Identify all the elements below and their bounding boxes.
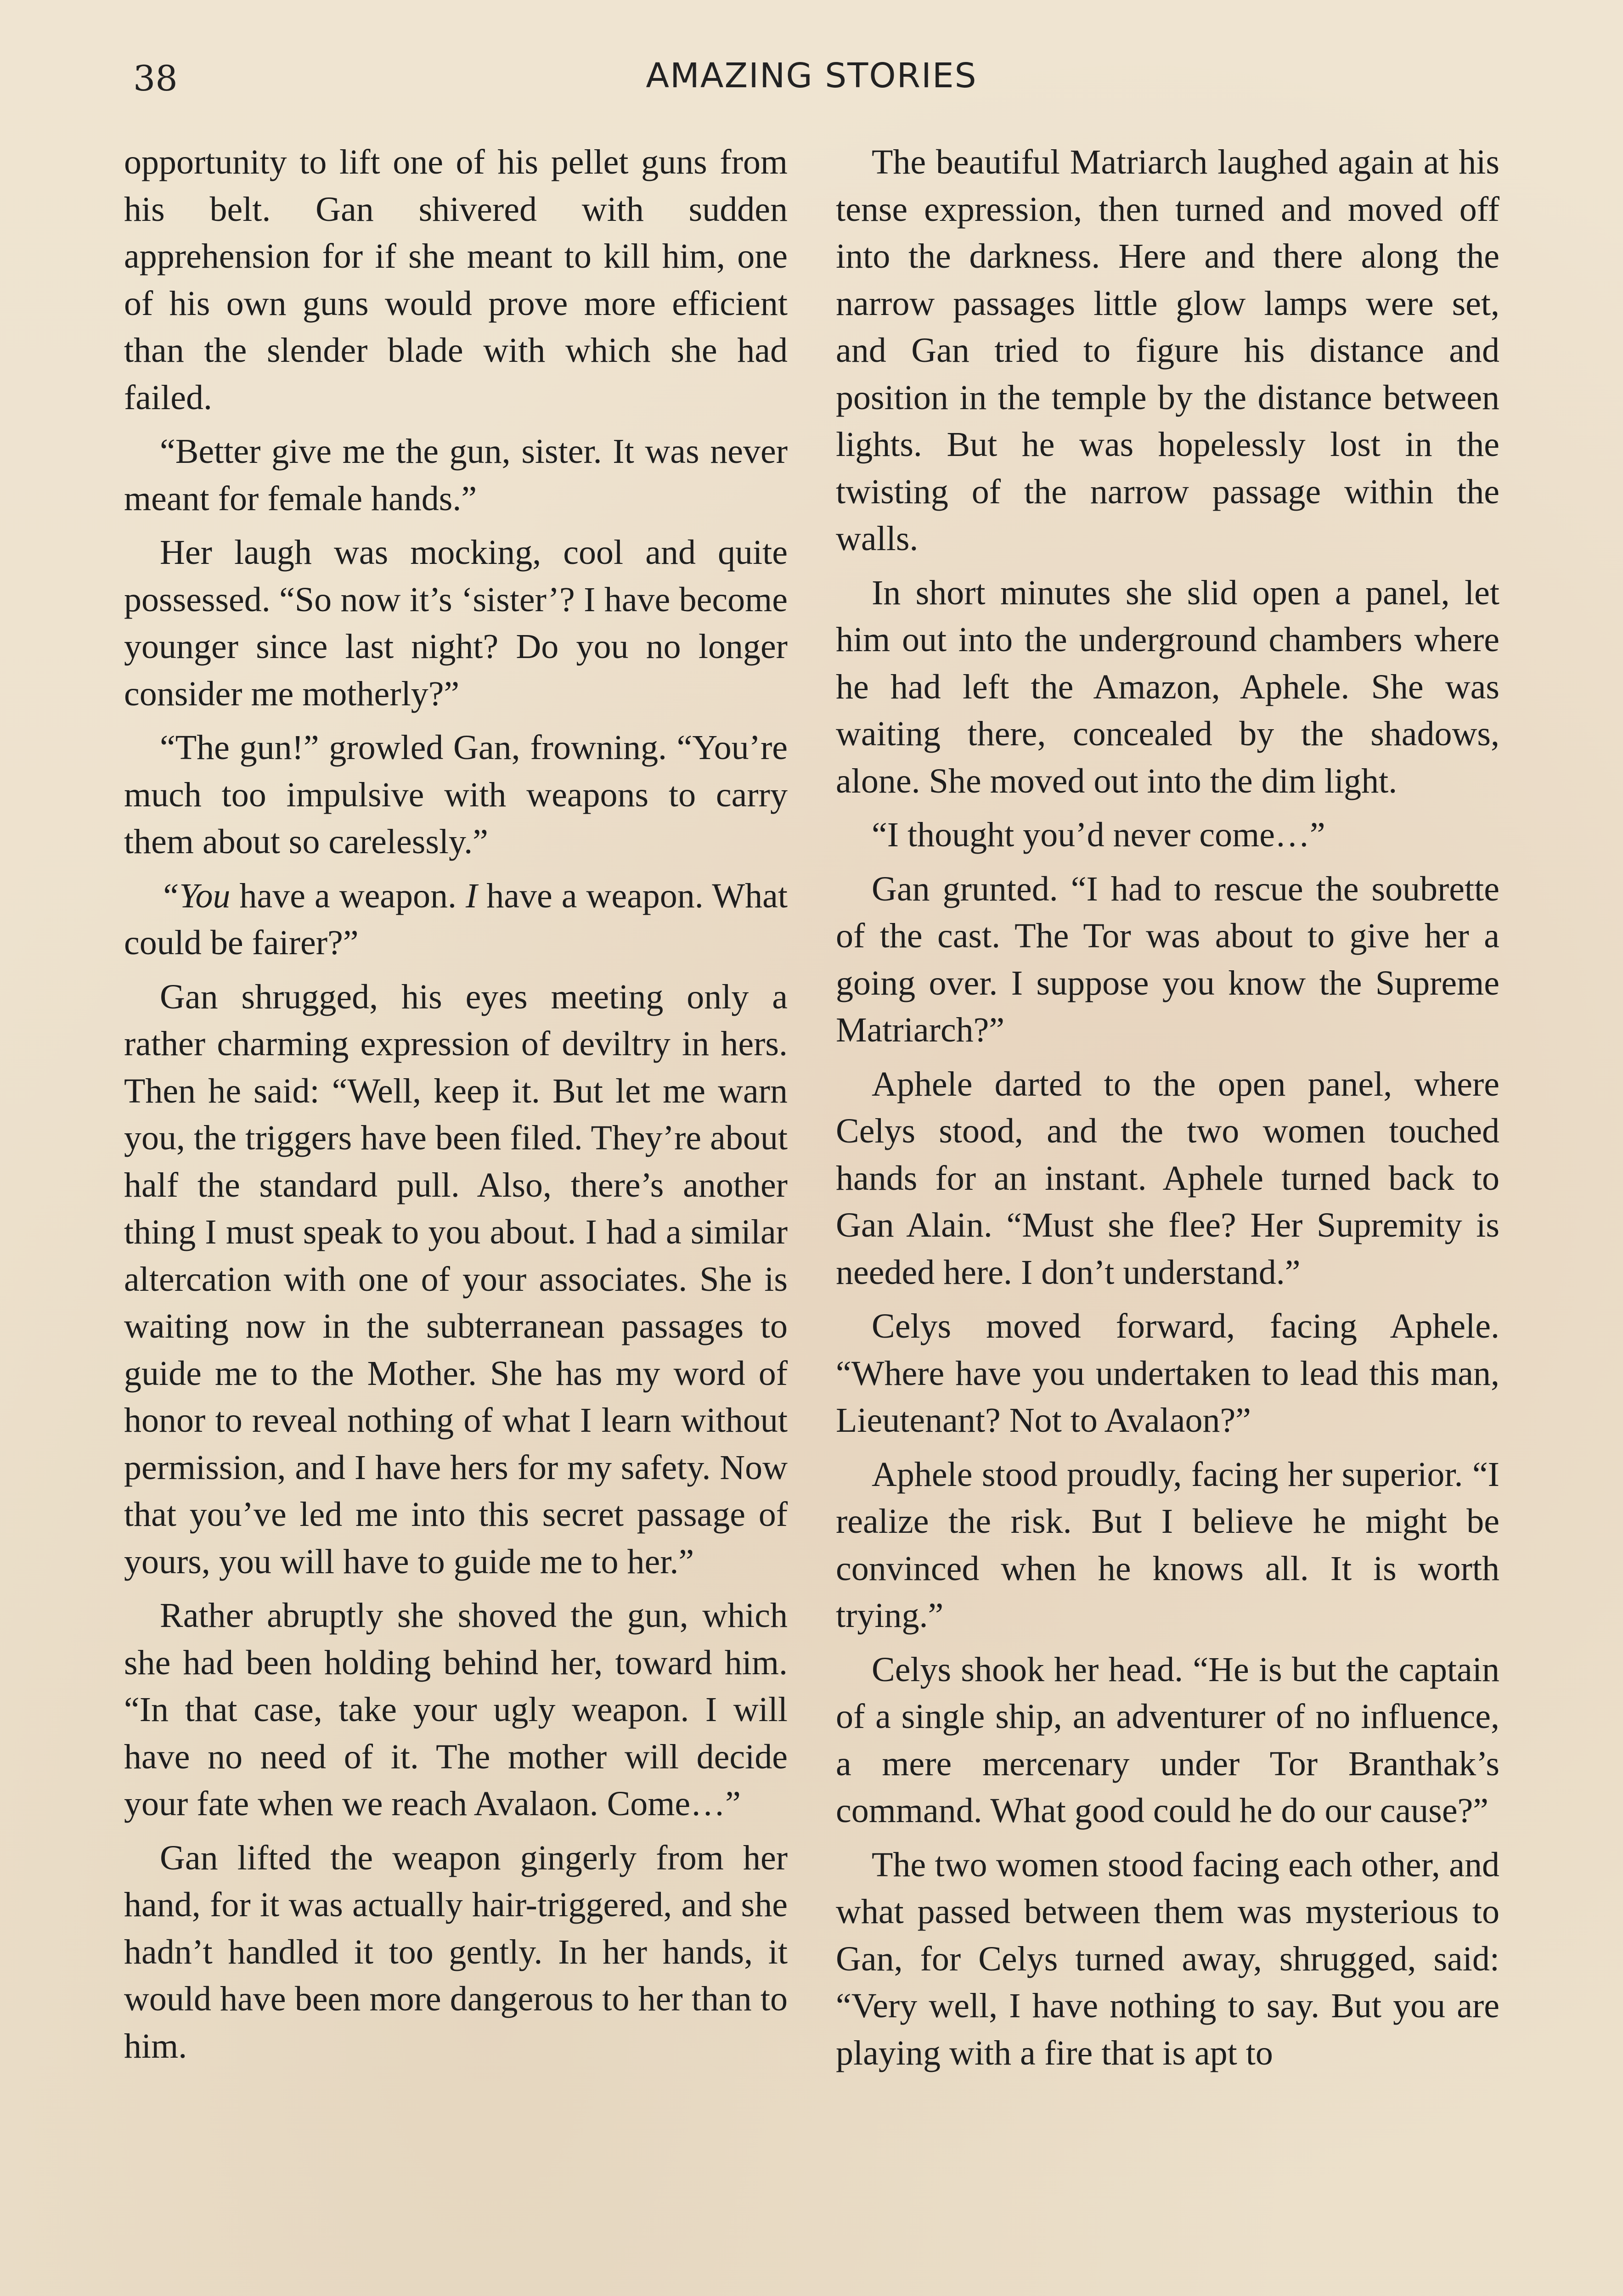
paragraph: Rather abruptly she shoved the gun, which she had been holding behind her, toward him. “In that case, take your ugly weapon. I will have no need of it. The mother will decide your fate when we reach Avalaon. Come…” — [124, 1596, 788, 1823]
italic-emphasis: I — [466, 876, 478, 915]
paragraph: “I thought you’d never come…” — [872, 816, 1325, 854]
paragraph: “The gun!” growled Gan, frowning. “You’re much too impulsive with weapons to carry them about so carelessly.” — [124, 728, 788, 861]
paragraph: opportunity to lift one of his pellet guns from his belt. Gan shivered with sudden apprehension for if she meant to kill him, one of his own guns would prove more efficient than the slender blade with which she had failed. — [124, 143, 788, 417]
paragraph: In short minutes she slid open a panel, let him out into the underground chambers where he had left the Amazon, Aphele. She was waiting there, concealed by the shadows, alone. She moved out into the dim light. — [836, 573, 1499, 800]
paragraph: The beautiful Matriarch laughed again at his tense expression, then turned and moved off into the darkness. Here and there along the narrow passages little glow lamps were set, and Gan tried to figure his distance and position in the temple by the distance between lights. But he was hopelessly lost in the twisting of the narrow passage within the walls. — [836, 143, 1499, 558]
paragraph: Celys shook her head. “He is but the captain of a single ship, an adventurer of no influence, a mere mercenary under Tor Branthak’s command. What good could he do our cause?” — [836, 1650, 1499, 1830]
paragraph — [124, 872, 788, 967]
italic-emphasis: “You — [160, 876, 231, 915]
left-column — [124, 139, 788, 2077]
paragraph: Gan grunted. “I had to rescue the soubrette of the cast. The Tor was about to give her a going over. I suppose you know the Supreme Matriarch?” — [836, 869, 1499, 1049]
text-run: have a weapon. What could be fairer?” — [124, 876, 788, 962]
paragraph: “Better give me the gun, sister. It was never meant for female hands.” — [124, 432, 788, 518]
paragraph: Gan shrugged, his eyes meeting only a rather charming expression of deviltry in hers. Then he said: “Well, keep it. But let me warn you, the triggers have been filed. They’re about half the standard pull. Also, there’s another thing I must speak to you about. I had a similar altercation with one of your associates. She is waiting now in the subterranean passages to guide me to the Mother. She has my word of honor to reveal nothing of what I learn without permission, and I have hers for my safety. Now that you’ve led me into this secret passage of yours, you will have to guide me to her.” — [124, 977, 788, 1581]
paragraph: Aphele darted to the open panel, where Celys stood, and the two women touched hands for an instant. Aphele turned back to Gan Alain. “Must she flee? Her Supremity is needed here. I don’t understand.” — [836, 1064, 1499, 1292]
paragraph: The two women stood facing each other, and what passed between them was mysterious to Gan, for Celys turned away, shrugged, said: “Very well, I have nothing to say. But you are playing with a fire that is apt to — [836, 1845, 1499, 2072]
running-head: AMAZING STORIES — [646, 56, 977, 96]
paragraph: Gan lifted the weapon gingerly from her hand, for it was actually hair-triggered, and she hadn’t handled it too gently. In her hands, it would have been more dangerous to her than to him. — [124, 1838, 788, 2065]
paragraph: Celys moved forward, facing Aphele. “Where have you undertaken to lead this man, Lieutenant? Not to Avalaon?” — [836, 1307, 1499, 1440]
paragraph: Her laugh was mocking, cool and quite possessed. “So now it’s ‘sister’? I have become younger since last night? Do you no longer consider me motherly?” — [124, 533, 788, 713]
right-column — [836, 139, 1499, 2083]
text-run: have a weapon. — [230, 876, 466, 915]
page-number: 38 — [133, 58, 178, 99]
paragraph: Aphele stood proudly, facing her superior. “I realize the risk. But I believe he might be convinced when he knows all. It is worth trying.” — [836, 1455, 1499, 1635]
